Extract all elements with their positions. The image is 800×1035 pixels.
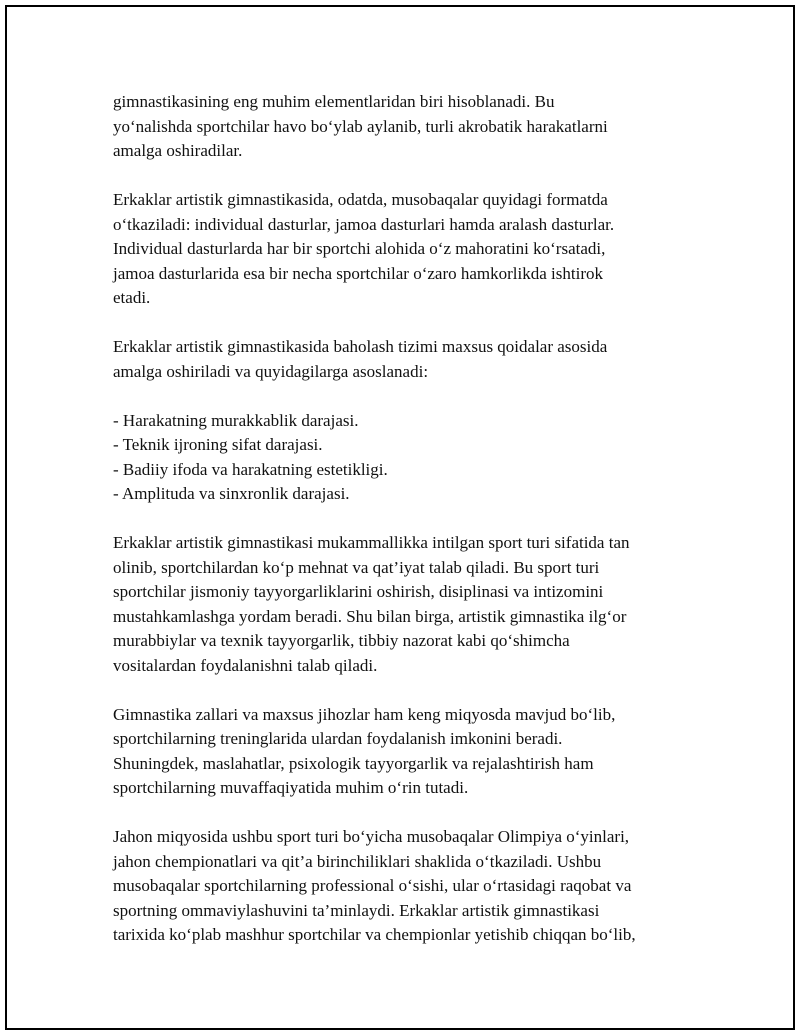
text-line: Erkaklar artistik gimnastikasi mukammallikka intilgan sport turi sifatida tan [113, 533, 630, 552]
document-body [113, 90, 693, 972]
text-line: etadi. [113, 288, 151, 307]
text-line: Erkaklar artistik gimnastikasida, odatda, musobaqalar quyidagi formatda [113, 190, 608, 209]
text-line: tarixida ko‘plab mashhur sportchilar va chempionlar yetishib chiqqan bo‘lib, [113, 925, 636, 944]
paragraph-7 [113, 825, 693, 948]
text-line: sportchilarning muvaffaqiyatida muhim o‘rin tutadi. [113, 778, 469, 797]
list-item: - Badiiy ifoda va harakatning estetikligi. [113, 459, 388, 479]
text-line: Jahon miqyosida ushbu sport turi bo‘yicha musobaqalar Olimpiya o‘yinlari, [113, 827, 630, 846]
list-item: - Teknik ijroning sifat darajasi. [113, 435, 323, 454]
text-line: Individual dasturlarda har bir sportchi alohida o‘z mahoratini ko‘rsatadi, [113, 239, 606, 258]
text-line: jahon chempionatlari va qit’a birinchiliklari shaklida o‘tkaziladi. Ushbu [113, 851, 602, 871]
paragraph-5 [113, 531, 693, 678]
text-line: sportchilarning treninglarida ulardan foydalanish imkonini beradi. [113, 729, 563, 748]
text-line: murabbiylar va texnik tayyorgarlik, tibbiy nazorat kabi qo‘shimcha [113, 631, 570, 650]
paragraph-6 [113, 703, 693, 801]
text-line: amalga oshiriladi va quyidagilarga asoslanadi: [113, 361, 429, 381]
list-item: - Amplituda va sinxronlik darajasi. [113, 484, 350, 503]
text-line: vositalardan foydalanishni talab qiladi. [113, 655, 378, 675]
text-line: mustahkamlashga yordam beradi. Shu bilan birga, artistik gimnastika ilg‘or [113, 606, 627, 626]
text-line: amalga oshiradilar. [113, 141, 243, 160]
text-line: Gimnastika zallari va maxsus jihozlar ham keng miqyosda mavjud bo‘lib, [113, 704, 616, 724]
text-line: jamoa dasturlarida esa bir necha sportchilar o‘zaro hamkorlikda ishtirok [113, 263, 603, 283]
text-line: musobaqalar sportchilarning professional o‘sishi, ular o‘rtasidagi raqobat va [113, 876, 632, 895]
text-line: yo‘nalishda sportchilar havo bo‘ylab aylanib, turli akrobatik harakatlarni [113, 116, 608, 136]
list-item: - Harakatning murakkablik darajasi. [113, 410, 359, 430]
text-line: olinib, sportchilardan ko‘p mehnat va qat’iyat talab qiladi. Bu sport turi [113, 557, 600, 577]
text-line: sportning ommaviylashuvini ta’minlaydi. Erkaklar artistik gimnastikasi [113, 900, 600, 920]
paragraph-2 [113, 188, 693, 311]
paragraph-1 [113, 90, 693, 164]
text-line: sportchilar jismoniy tayyorgarliklarini oshirish, disiplinasi va intizomini [113, 582, 604, 601]
criteria-list [113, 409, 693, 507]
text-line: Erkaklar artistik gimnastikasida baholash tizimi maxsus qoidalar asosida [113, 337, 608, 356]
text-line: Shuningdek, maslahatlar, psixologik tayyorgarlik va rejalashtirish ham [113, 753, 594, 773]
text-line: o‘tkaziladi: individual dasturlar, jamoa dasturlari hamda aralash dasturlar. [113, 214, 615, 234]
paragraph-3 [113, 335, 693, 384]
text-line: gimnastikasining eng muhim elementlaridan biri hisoblanadi. Bu [113, 92, 555, 111]
